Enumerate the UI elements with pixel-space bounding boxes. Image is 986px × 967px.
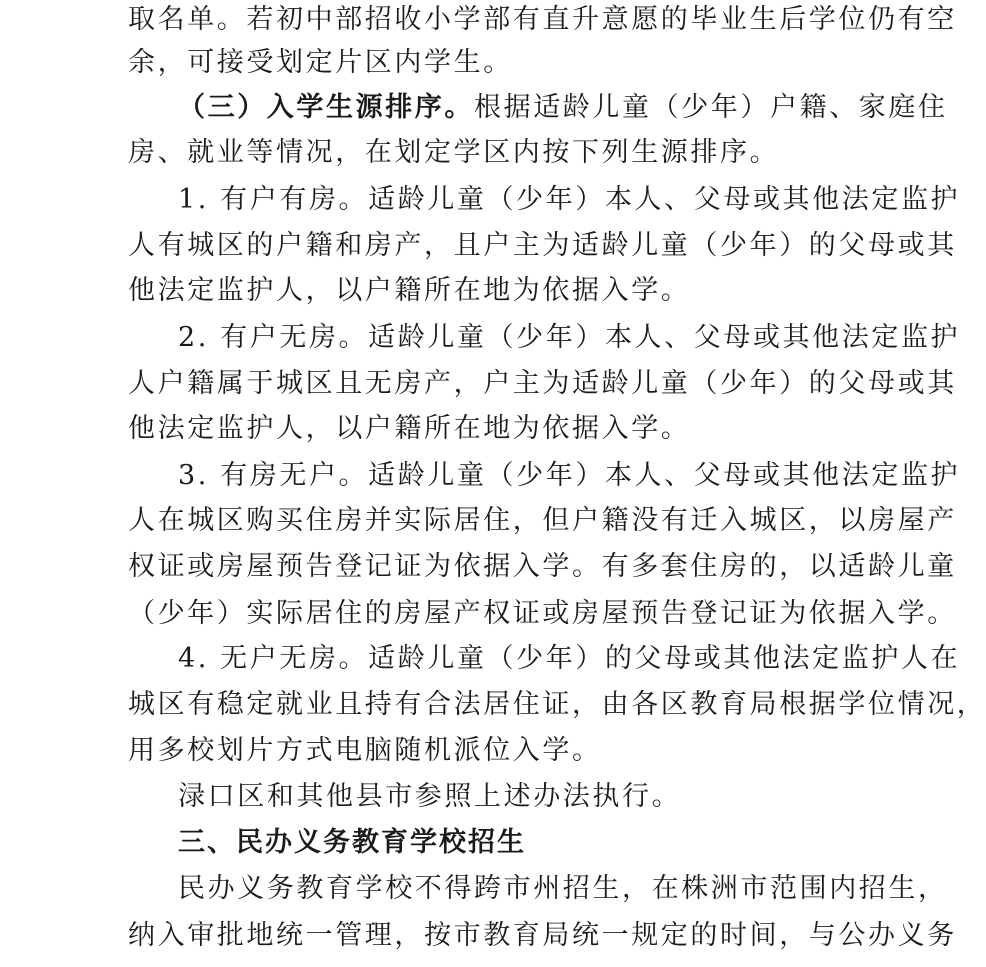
text-line: 人户籍属于城区且无房产，户主为适龄儿童（少年）的父母或其 (128, 368, 957, 399)
text-line: 取名单。若初中部招收小学部有直升意愿的毕业生后学位仍有空 (128, 4, 957, 35)
text-line: 民办义务教育学校不得跨市州招生，在株洲市范围内招生， (178, 873, 948, 904)
text-line: 人有城区的户籍和房产，且户主为适龄儿童（少年）的父母或其 (128, 230, 957, 261)
section-heading-bold: （三）入学生源排序。 (178, 92, 474, 123)
text-line: 他法定监护人，以户籍所在地为依据入学。 (128, 413, 691, 444)
text-line: 城区有稳定就业且持有合法居住证，由各区教育局根据学位情况， (128, 689, 986, 720)
item-3-line: 3. 有房无户。适龄儿童（少年）本人、父母或其他法定监护 (178, 460, 961, 491)
text-line: 他法定监护人，以户籍所在地为依据入学。 (128, 275, 691, 306)
text-line: 权证或房屋预告登记证为依据入学。有多套住房的，以适龄儿童 (128, 551, 957, 582)
item-1-line: 1. 有户有房。适龄儿童（少年）本人、父母或其他法定监护 (178, 184, 961, 215)
text-line: （少年）实际居住的房屋产权证或房屋预告登记证为依据入学。 (128, 598, 957, 629)
section-heading: 三、民办义务教育学校招生 (178, 827, 526, 858)
text-run: 根据适龄儿童（少年）户籍、家庭住 (474, 92, 948, 123)
section-three-paragraph (178, 90, 948, 126)
text-line: 渌口区和其他县市参照上述办法执行。 (178, 781, 682, 812)
item-4-line: 4. 无户无房。适龄儿童（少年）的父母或其他法定监护人在 (178, 643, 961, 674)
text-line: 人在城区购买住房并实际居住，但户籍没有迁入城区，以房屋产 (128, 505, 957, 536)
text-line: 房、就业等情况，在划定学区内按下列生源排序。 (128, 137, 780, 168)
text-line: 纳入审批地统一管理，按市教育局统一规定的时间，与公办义务 (128, 920, 957, 951)
text-line: 用多校划片方式电脑随机派位入学。 (128, 735, 602, 766)
text-line: 余，可接受划定片区内学生。 (128, 47, 513, 78)
item-2-line: 2. 有户无房。适龄儿童（少年）本人、父母或其他法定监护 (178, 322, 961, 353)
